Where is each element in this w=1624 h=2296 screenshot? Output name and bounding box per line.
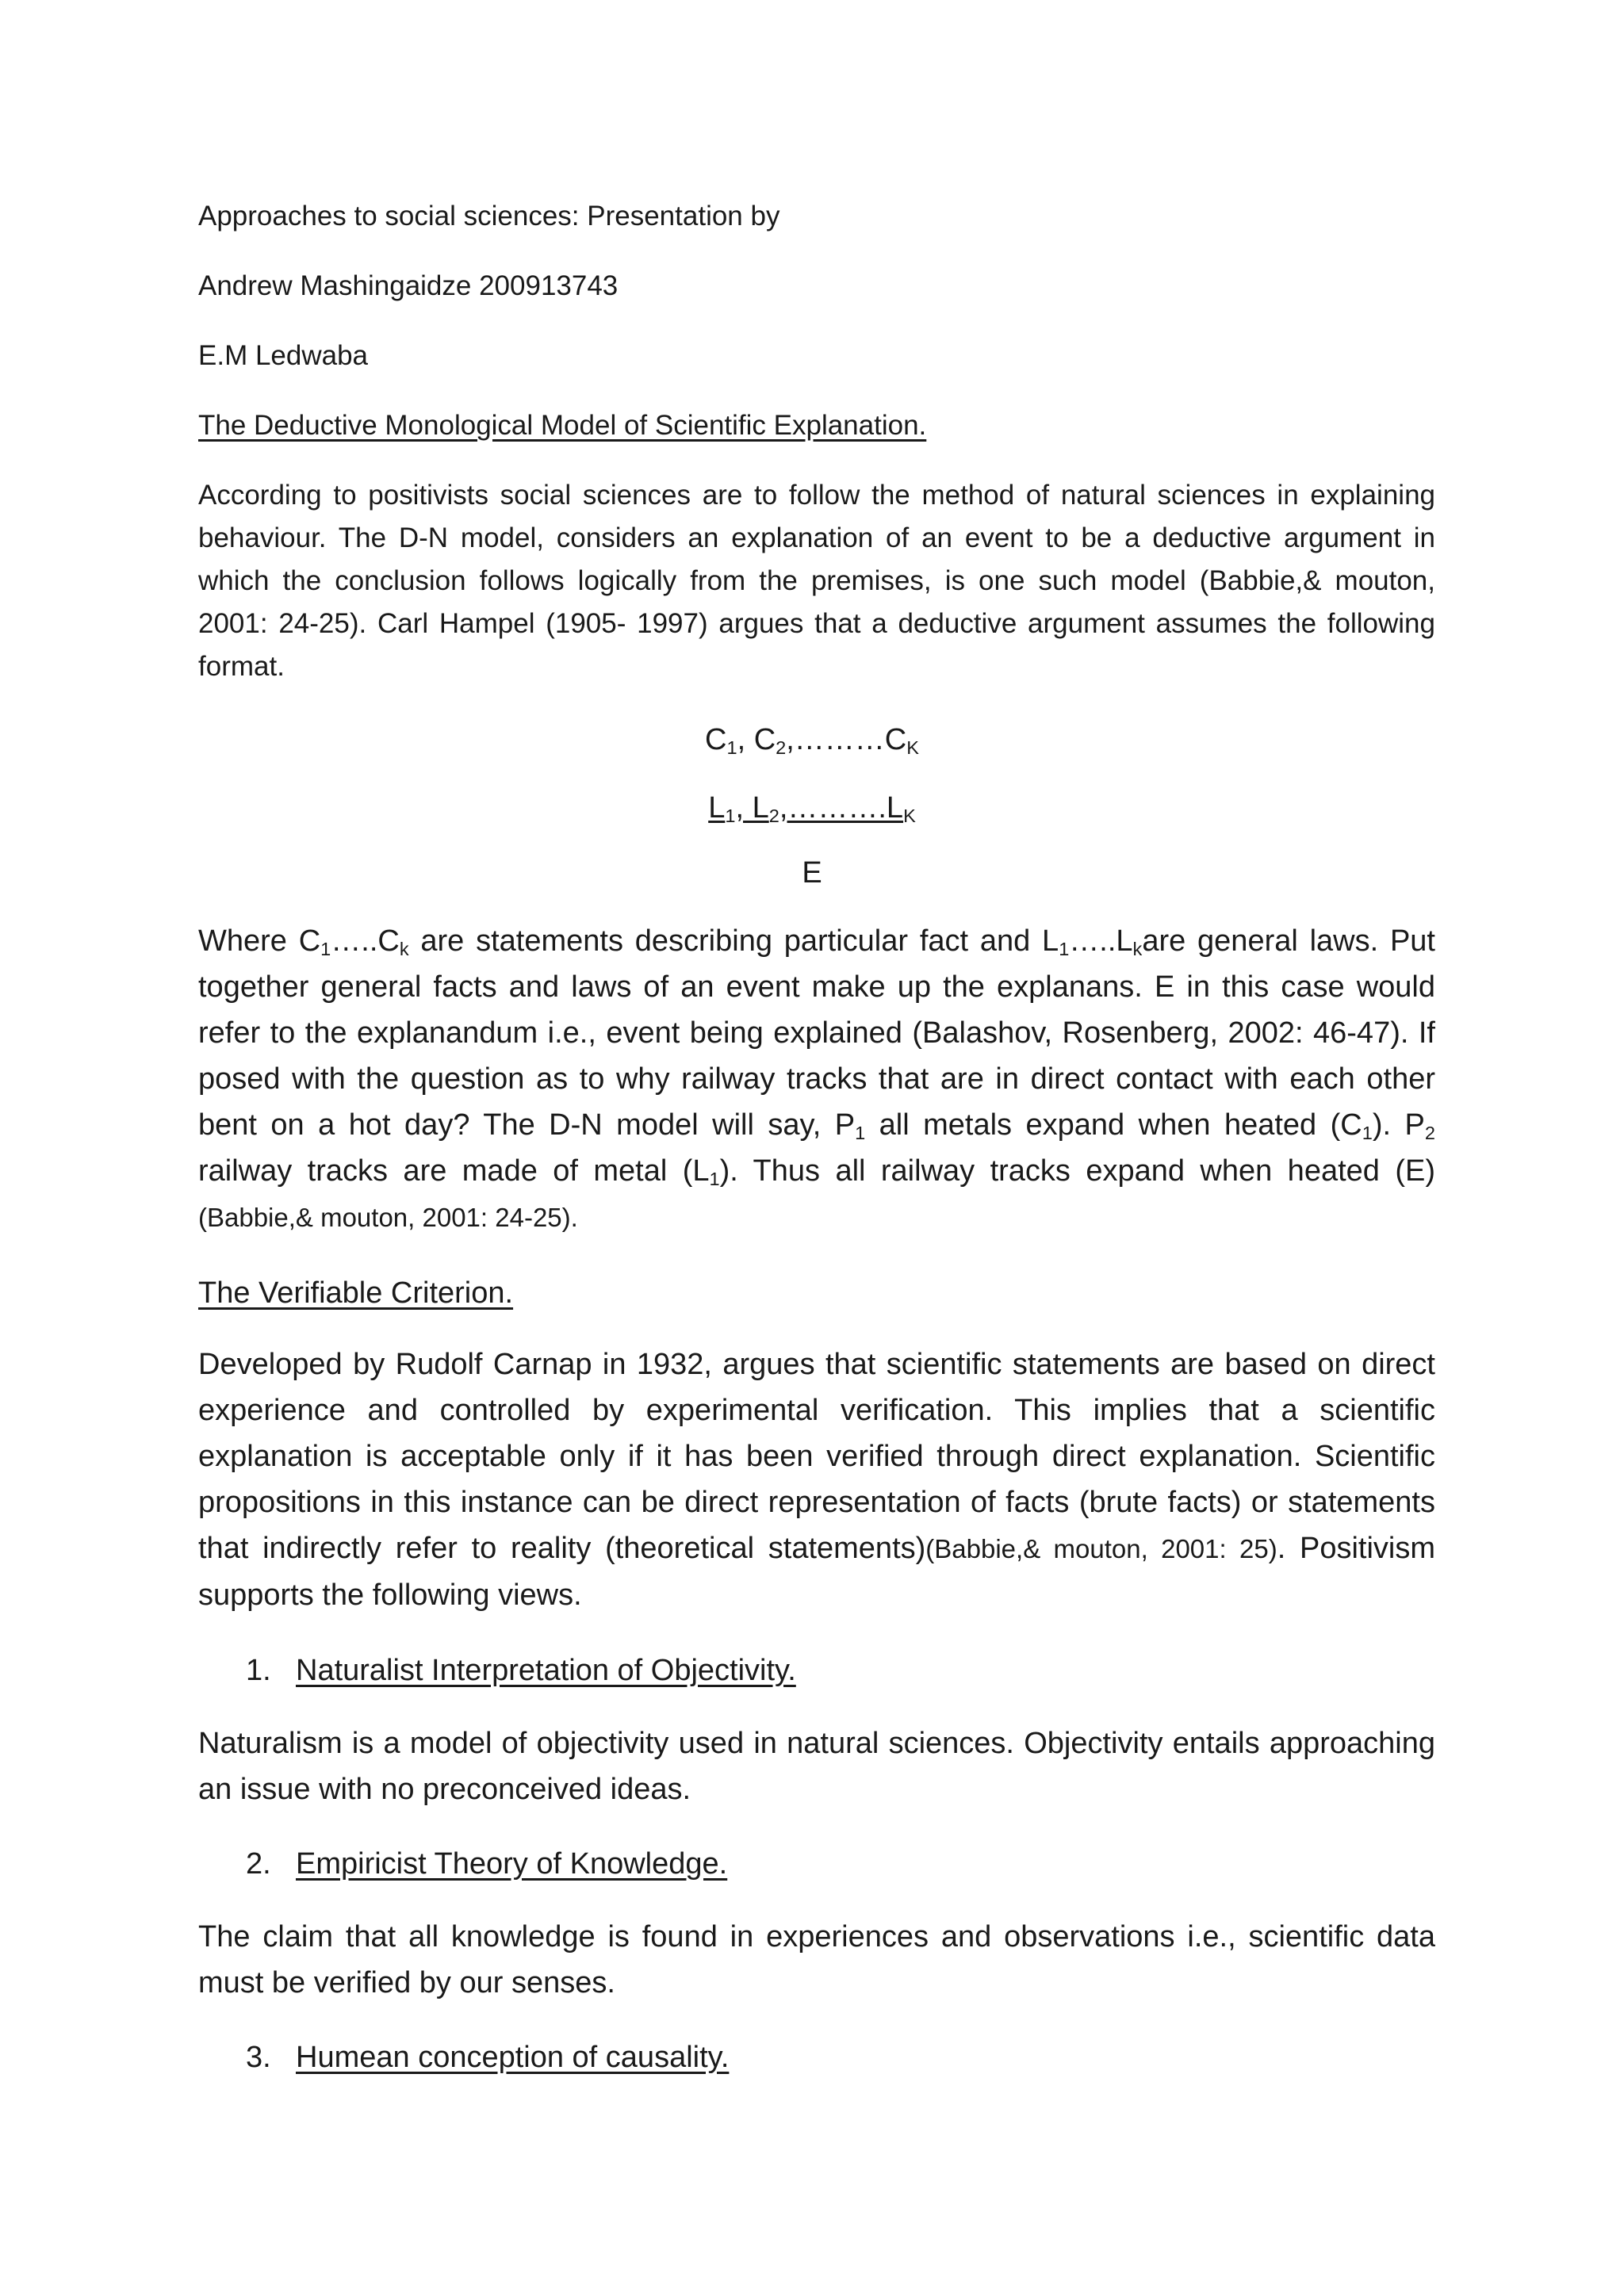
view-number-3: 3. — [246, 2041, 271, 2074]
view-title-1: Naturalist Interpretation of Objectivity. — [296, 1654, 796, 1687]
citation-babbie-25: (Babbie,& mouton, 2001: 25) — [925, 1534, 1277, 1563]
paragraph-verifiable: Developed by Rudolf Carnap in 1932, argues that scientific statements are based on direct experience and controlled by experimental verification. This implies that a scientific explanation is acceptable only if it has been verified through direct explanation. Scientific propositions in this instance can be direct representation of facts (brute facts) or statements that indirectly refer to reality (theoretical statements)(Babbie,& mouton, 2001: 25). Positivism supports the following views. — [198, 1348, 1435, 1612]
paragraph-where: Where $C_1\dots..C_k$ are statements describing particular fact and $L_1\dots..L_kare$ general laws. Put together general facts and laws of an event make up the explanans. E in this case would refer to the explanandum i.e., event being explained (Balashov, Rosenberg, 2002: 46-47). If posed with the question as to why railway tracks that are in direct contact with each other bent on a hot day? The D-N model will say, $P_1$ all metals expand when heated $(C_1)$. $P_2$ railway tracks are made of metal $(L_1)$. Thus all railway tracks expand when heated (E) (Babbie,& mouton, 2001: 24-25). — [198, 924, 1435, 1232]
paragraph-dn-model: According to positivists social sciences are to follow the method of natural sciences in explaining behaviour. The D-N model, considers an explanation of an event to be a deductive argument in which the conclusion follows logically from the premises, is one such model (Babbie,& mouton, 2001: 24-25). Carl Hampel (1905- 1997) argues that a deductive argument assumes the following format. — [198, 480, 1435, 682]
section-title-verifiable: The Verifiable Criterion. — [198, 1276, 514, 1310]
view-text-1: Naturalism is a model of objectivity used in natural sciences. Objectivity entails approaching an issue with no preconceived ideas. — [198, 1727, 1435, 1806]
section-title-dn-model: The Deductive Monological Model of Scientific Explanation. — [198, 410, 927, 441]
view-number-1: 1. — [246, 1654, 271, 1687]
citation-babbie: (Babbie,& mouton, 2001: 24-25). — [198, 1203, 578, 1232]
view-title-2: Empiricist Theory of Knowledge. — [296, 1847, 728, 1881]
view-number-2: 2. — [246, 1847, 271, 1881]
view-text-2: The claim that all knowledge is found in experiences and observations i.e., scientific data must be verified by our senses. — [198, 1920, 1435, 1999]
formula-conditions: $C_1$, $C_2,\dots\dots\dots C_K$ — [705, 723, 919, 758]
view-title-3: Humean conception of causality. — [296, 2041, 730, 2074]
formula-conclusion: E — [802, 856, 822, 890]
header-title-line: Approaches to social sciences: Presentation by — [198, 201, 780, 232]
header-author-line: Andrew Mashingaidze 200913743 — [198, 270, 619, 301]
header-coauthor-line: E.M Ledwaba — [198, 340, 369, 371]
formula-laws: $L_1$, $L_2,\dots\dots\dots.L_K$ — [708, 791, 916, 826]
